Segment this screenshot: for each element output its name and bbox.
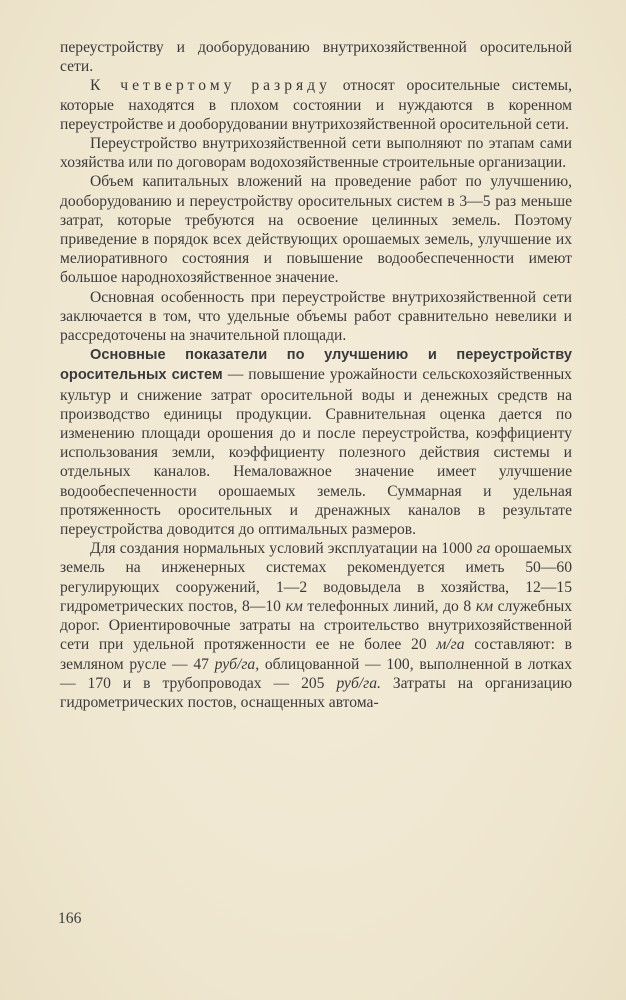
paragraph-text: телефонных линий, до 8 bbox=[302, 597, 476, 615]
page-number: 166 bbox=[58, 910, 82, 927]
paragraph-fourth-category bbox=[60, 76, 572, 134]
paragraph-text: облицованной — 100, выполненной в лотках — 170 и в трубопроводах — 205 bbox=[60, 655, 572, 692]
paragraph-main-feature bbox=[60, 288, 572, 346]
unit-italic: руб/га, bbox=[214, 655, 260, 673]
paragraph-continued bbox=[60, 38, 572, 76]
unit-italic: руб/га. bbox=[336, 674, 381, 692]
paragraph-text: переустройству и дооборудованию внутрихозяйственной оросительной сети. bbox=[60, 39, 572, 76]
paragraph-text: — повышение урожайности сельскохозяйственных культур и снижение затрат оросительной воды и денежных средств на производство единицы продукции. Сравнительная оценка дается по изменению площади орошения до и после переустройства, коэффициенту использования земли, коэффициенту полезного действия системы и отдельных каналов. Немаловажное значение имеет улучшение водообеспеченности орошаемых земель. Суммарная и удельная протяженность оросительных и дренажных каналов в результате переустройства доводится до оптимальных размеров. bbox=[60, 366, 572, 539]
unit-italic: га bbox=[476, 540, 491, 558]
paragraph-text: Объем капитальных вложений на проведение работ по улучшению, дооборудованию и переустройству оросительных систем в 3—5 раз меньше затрат, которые требуются на освоение целинных земель. Поэтому приведение в порядок всех действующих орошаемых земель, улучшение их мелиоративного состояния и повышение водообеспеченности имеют большое народнохозяйственное значение. bbox=[60, 173, 572, 287]
paragraph-text: Переустройство внутрихозяйственной сети выполняют по этапам сами хозяйства или по договорам водохозяйственные строительные организации. bbox=[60, 135, 572, 172]
bold-lead-term: Основные показатели по улучшению и переустройству оросительных систем bbox=[60, 347, 572, 384]
unit-italic: км bbox=[285, 597, 303, 615]
paragraph-text: Основная особенность при переустройстве внутрихозяйственной сети заключается в том, что удельные объемы работ сравнительно невелики и рассредоточены на значительной площади. bbox=[60, 288, 572, 345]
paragraph-main-indicators bbox=[60, 345, 572, 539]
paragraph-text: служебных дорог. Ориентировочные затраты на строительство внутрихозяйственной сети при удельной протяженности ее не более 20 bbox=[60, 597, 572, 654]
paragraph-operation-conditions bbox=[60, 539, 572, 712]
unit-italic: м/га bbox=[436, 636, 465, 654]
spaced-lead-term: К четвертому разряду bbox=[90, 77, 331, 95]
paragraph-text: Затраты на организацию гидрометрических постов, оснащенных автома- bbox=[60, 674, 572, 711]
unit-italic: км bbox=[475, 597, 494, 615]
body-text bbox=[60, 38, 572, 712]
paragraph-text: составляют: в земляном русле — 47 bbox=[60, 636, 572, 673]
paragraph-text: Для создания нормальных условий эксплуатации на 1000 bbox=[90, 540, 477, 558]
paragraph-capital-investment bbox=[60, 172, 572, 287]
paragraph-text: орошаемых земель на инженерных системах рекомендуется иметь 50—60 регулирующих сооружений, 1—2 водовыдела в хозяйства, 12—15 гидрометрических постов, 8—10 bbox=[60, 540, 573, 615]
paragraph-text: относят оросительные системы, которые находятся в плохом состоянии и нуждаются в коренном переустройстве и дооборудовании внутрихозяйственной оросительной сети. bbox=[60, 77, 573, 133]
paragraph-reconstruction bbox=[60, 134, 572, 172]
